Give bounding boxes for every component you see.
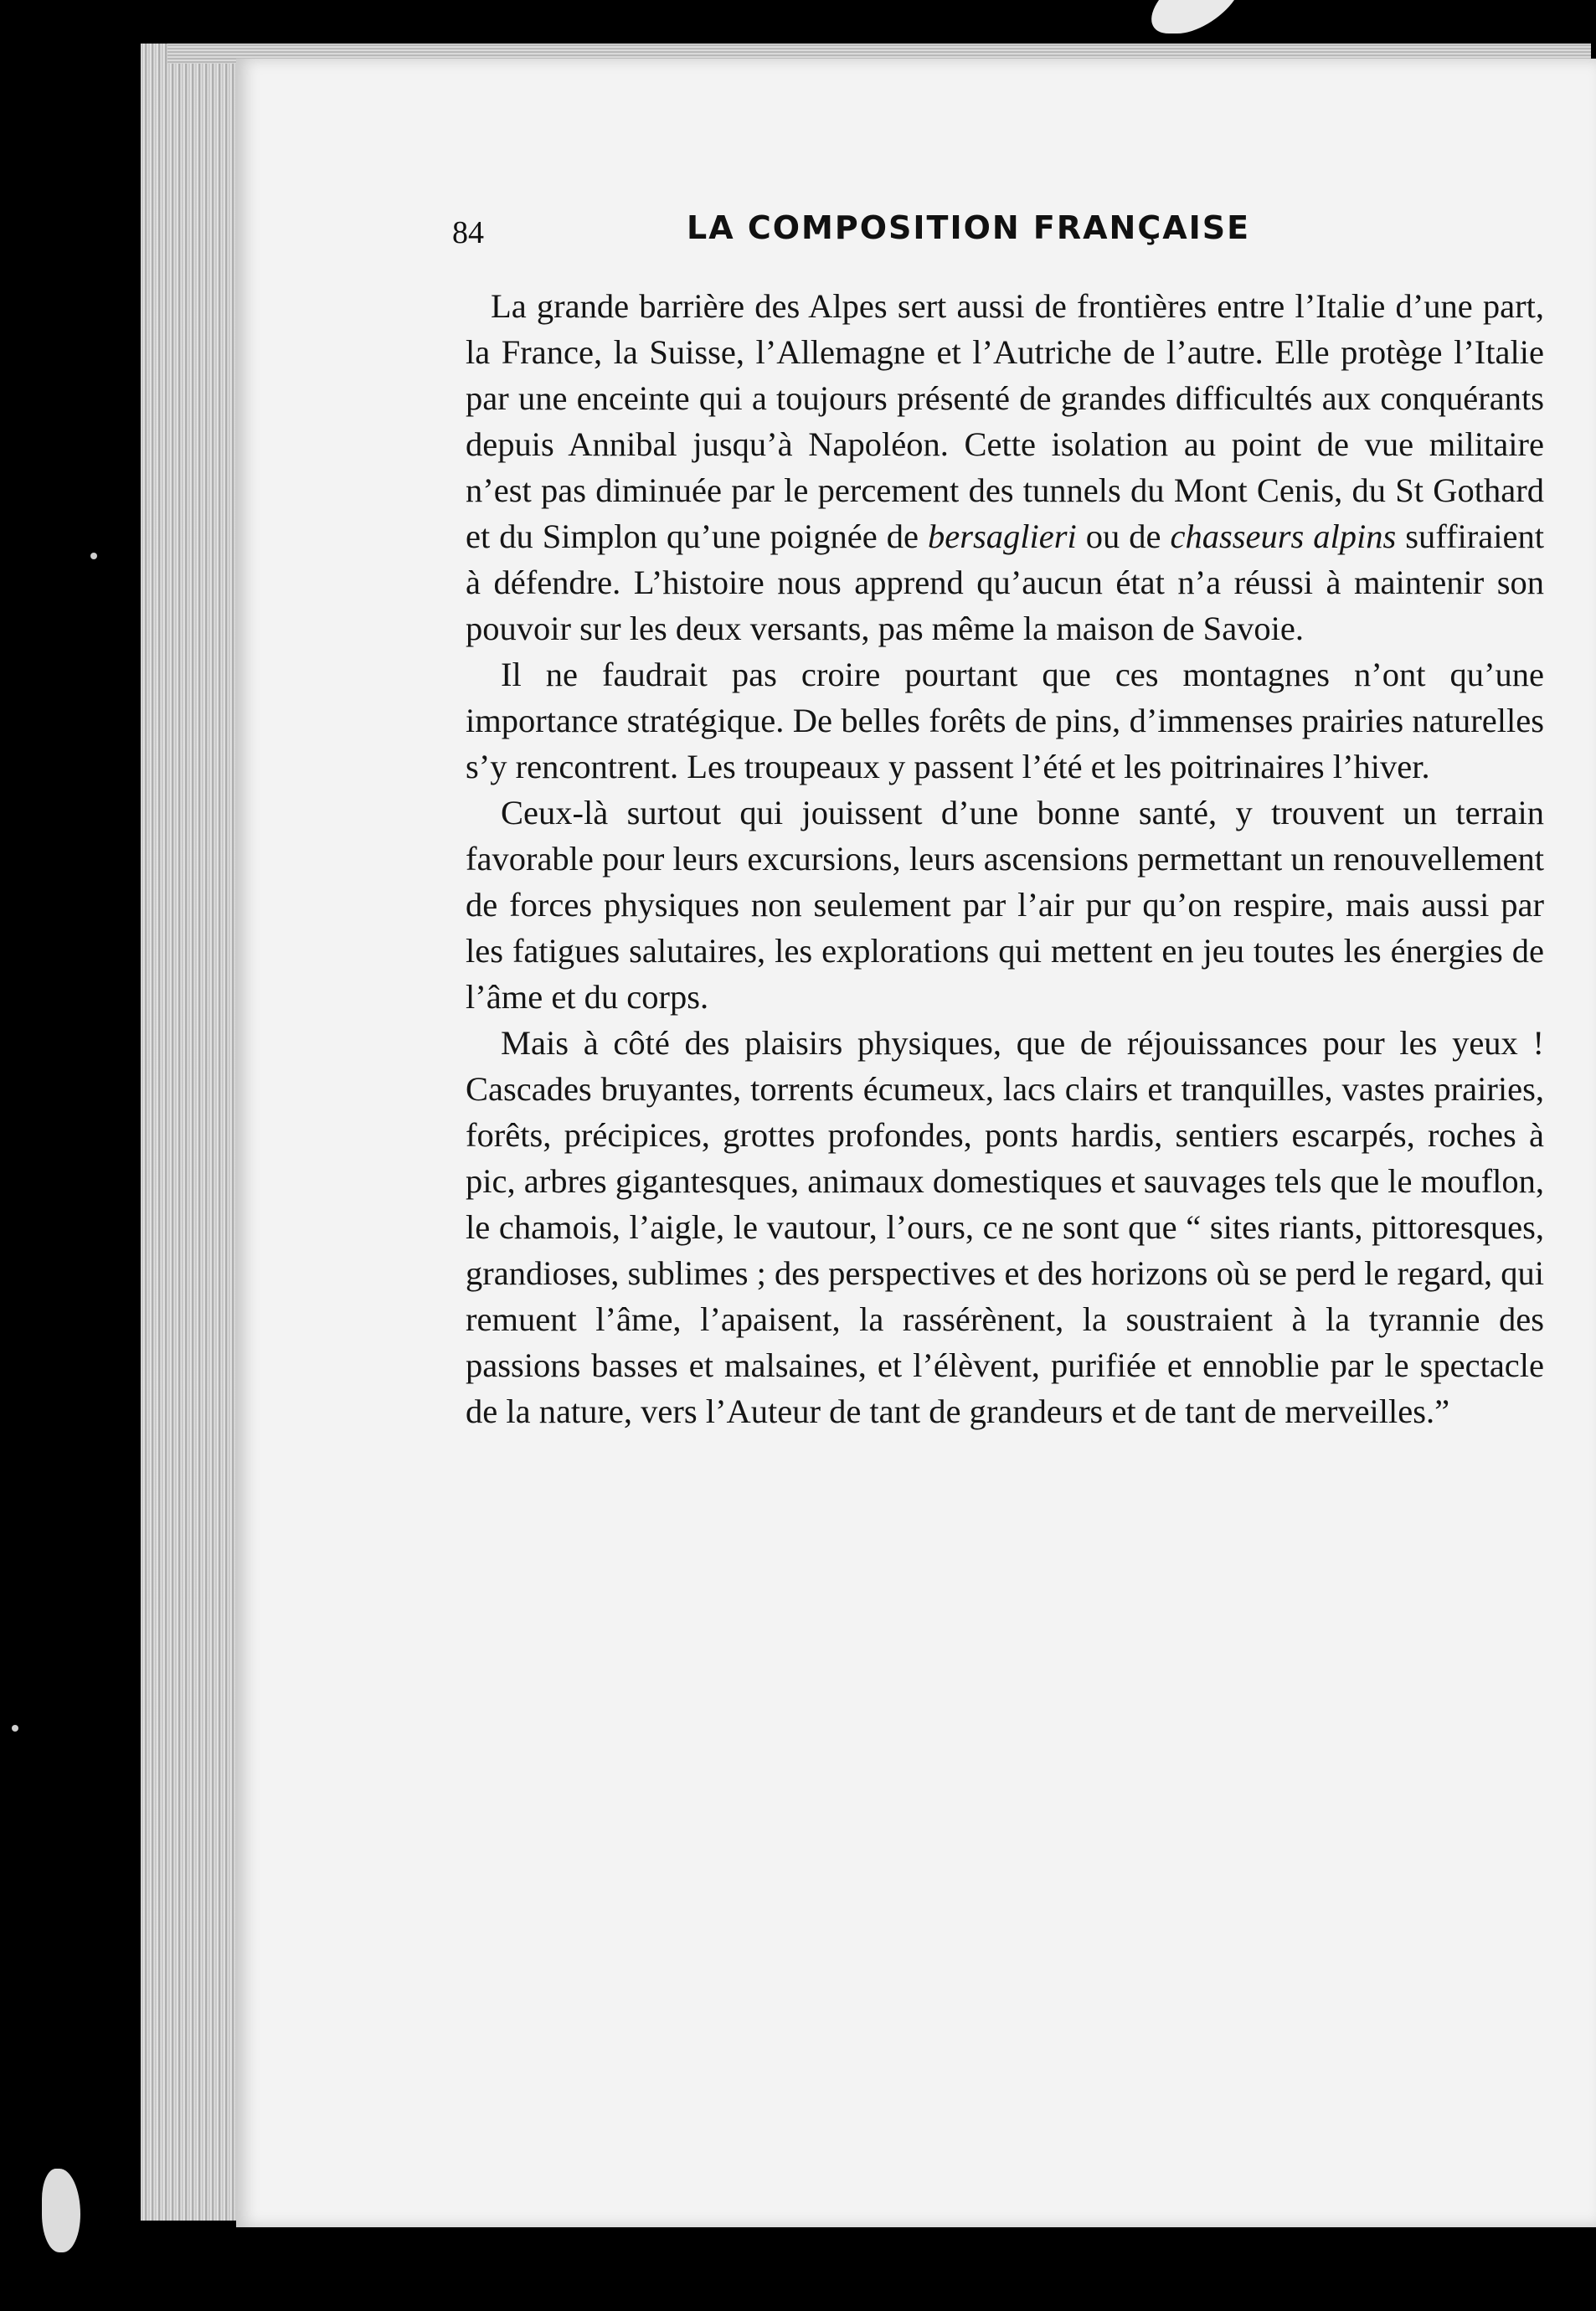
italic-text-run: chasseurs alpins	[1170, 517, 1397, 555]
scan-artifact-mark	[1135, 0, 1234, 33]
paragraph	[466, 790, 1544, 1020]
text-run: Mais à côté des plaisirs physiques, que de réjouissances pour les yeux ! Cascades bruyantes, torrents écumeux, lacs clairs et tranquilles, vastes prairies, forêts, précipices, grottes profondes, ponts hardis, sentiers escarpés, roches à pic, arbres gigantesques, animaux domestiques et sauvages tels que le mouflon, le chamois, l’aigle, le vautour, l’ours, ce ne sont que “ sites riants, pittoresques, grandioses, sublimes ; des perspectives et des horizons où se perd le regard, qui remuent l’âme, l’apaisent, la rassérènent, la soustraient à la tyrannie des passions basses et malsaines, et l’élèvent, purifiée et ennoblie par le spectacle de la nature, vers l’Auteur de tant de grandeurs et de tant de merveilles.”	[466, 1024, 1544, 1430]
page-header	[452, 209, 1323, 260]
text-run: La grande barrière des Alpes sert aussi de frontières entre l’Italie d’une part, la France, la Suisse, l’Allemagne et l’Autriche de l’autre. Elle protège l’Italie par une enceinte qui a toujours présenté de grandes difficultés aux conquérants depuis Annibal jusqu’à Napoléon. Cette isolation au point de vue militaire n’est pas diminuée par le percement des tunnels du Mont Cenis, du St Gothard et du Simplon qu’une poignée de	[466, 287, 1544, 555]
text-run: Ceux-là surtout qui jouissent d’une bonne santé, y trouvent un terrain favorable pour leurs excursions, leurs ascensions permettant un renouvellement de forces physiques non seulement par l’air pur qu’on respire, mais aussi par les fatigues salutaires, les explorations qui mettent en jeu toutes les énergies de l’âme et du corps.	[466, 794, 1544, 1016]
paragraph	[466, 1020, 1544, 1434]
page-number: 84	[452, 215, 484, 250]
book-fore-edge	[141, 44, 241, 2221]
scan-artifact-dot	[90, 553, 97, 559]
text-run: ou de	[1076, 517, 1171, 555]
paragraph	[466, 283, 1544, 651]
paragraph	[466, 651, 1544, 790]
text-run: suffiraient à défendre. L’histoire nous apprend qu’aucun état n’a réussi à maintenir son pouvoir sur les deux versants, pas même la maison de Savoie.	[466, 517, 1544, 647]
scan-artifact-dot	[12, 1725, 18, 1732]
text-run: Il ne faudrait pas croire pourtant que ces montagnes n’ont qu’une importance stratégique. De belles forêts de pins, d’immenses prairies naturelles s’y rencontrent. Les troupeaux y passent l’été et les poitrinaires l’hiver.	[466, 656, 1544, 785]
body-text	[466, 283, 1544, 1434]
running-title: LA COMPOSITION FRANÇAISE	[687, 209, 1251, 246]
scan-artifact-stain	[42, 2169, 80, 2252]
italic-text-run: bersaglieri	[927, 517, 1077, 555]
